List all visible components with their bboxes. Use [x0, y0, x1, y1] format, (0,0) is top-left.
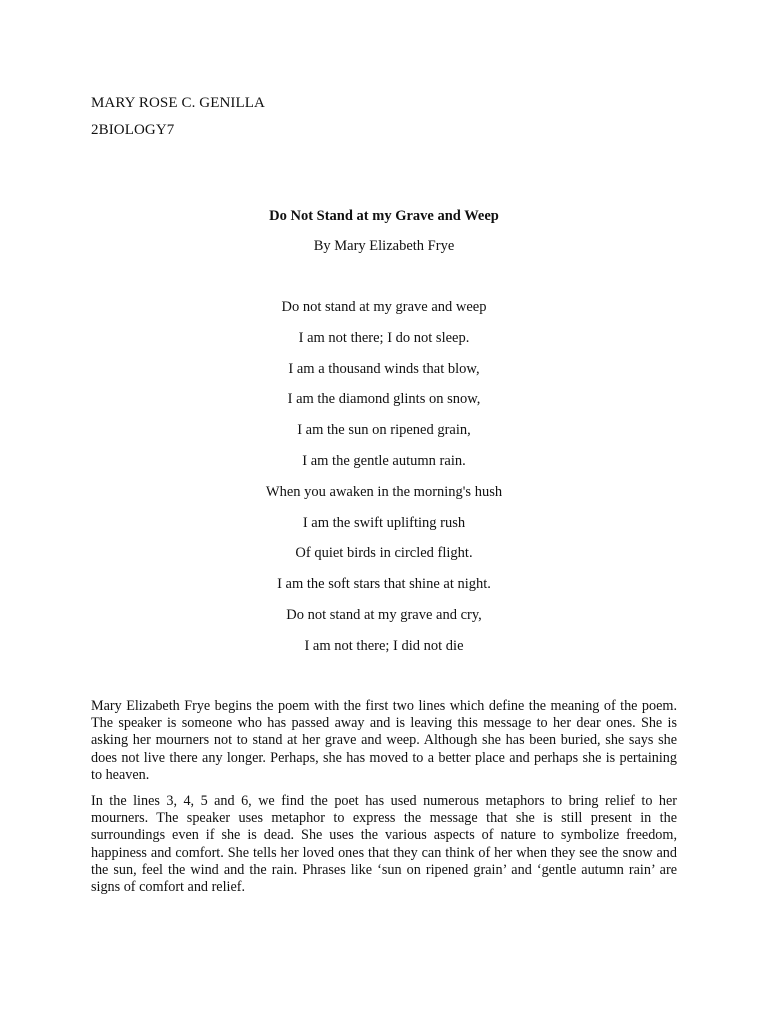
- author-name: MARY ROSE C. GENILLA: [91, 95, 265, 111]
- analysis-paragraph: Mary Elizabeth Frye begins the poem with the first two lines which define the meaning of the poem. The speaker is someone who has passed away and is leaving this message to her dear ones. She is asking her mourners not to stand at her grave and weep. Although she has been buried, she says she does not live there any longer. Perhaps, she has moved to a better place and perhaps she is pertaining to heaven.: [91, 698, 677, 783]
- poem-byline: By Mary Elizabeth Frye: [313, 238, 455, 254]
- analysis-paragraph: In the lines 3, 4, 5 and 6, we find the poet has used numerous metaphors to bring relief to her mourners. The speaker uses metaphor to express the message that she is still present in the surroundings even if she is dead. She uses the various aspects of nature to symbolize freedom, happiness and comfort. She tells her loved ones that they can think of her when they see the snow and the sun, feel the wind and the rain. Phrases like ‘sun on ripened grain’ and ‘gentle autumn rain’ are signs of comfort and relief.: [91, 793, 677, 896]
- poem-line: I am the soft stars that shine at night.: [277, 576, 491, 593]
- class-section: 2BIOLOGY7: [91, 122, 175, 138]
- poem-line: I am a thousand winds that blow,: [288, 360, 480, 377]
- poem-line: Do not stand at my grave and cry,: [286, 606, 482, 623]
- poem-line: I am the diamond glints on snow,: [287, 391, 481, 408]
- poem-line: I am not there; I do not sleep.: [298, 329, 470, 346]
- analysis-section: [91, 698, 677, 905]
- poem-line: Of quiet birds in circled flight.: [295, 545, 473, 562]
- poem-line: I am the sun on ripened grain,: [297, 422, 471, 439]
- poem-line: I am the swift uplifting rush: [302, 514, 466, 531]
- poem-body: [0, 298, 768, 668]
- poem-title: Do Not Stand at my Grave and Weep: [269, 208, 499, 224]
- poem-line: I am not there; I did not die: [304, 637, 464, 654]
- poem-line: I am the gentle autumn rain.: [302, 452, 466, 469]
- poem-line: Do not stand at my grave and weep: [281, 299, 487, 315]
- poem-line: When you awaken in the morning's hush: [265, 483, 503, 500]
